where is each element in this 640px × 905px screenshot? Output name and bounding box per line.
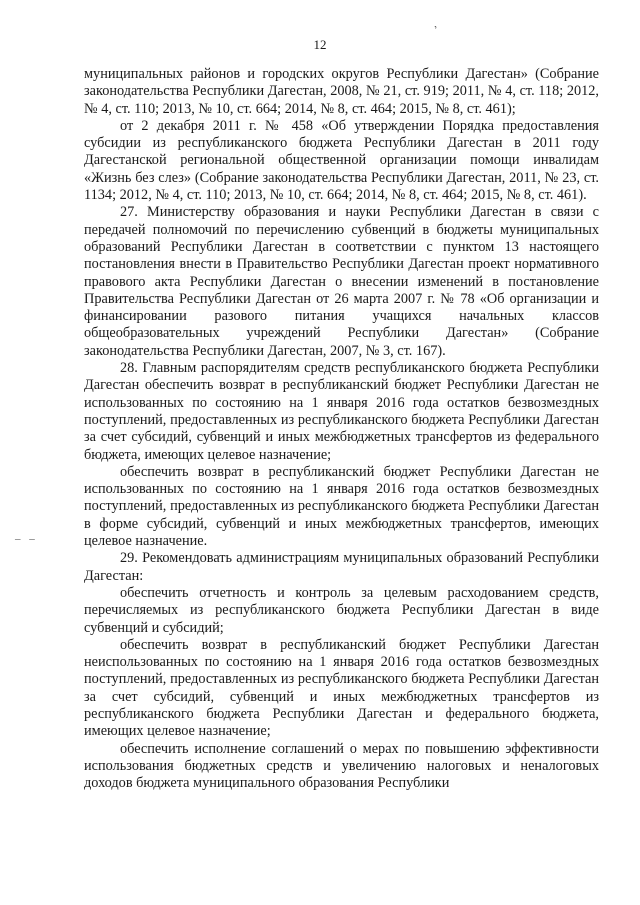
page-number: 12 [313, 37, 327, 52]
paragraph-item-28-return: обеспечить возврат в республиканский бюджет Республики Дагестан не использованных по состоянию на 1 января 2016 года остатков безвозмездных поступлений, предоставленных из республиканского бюджета Республики Дагестан в форме субсидий, субвенций и иных межбюджетных трансфертов, имеющих целевое назначение. [84, 463, 599, 550]
paragraph-decree-458: от 2 декабря 2011 г. № 458 «Об утверждении Порядка предоставления субсидии из республиканского бюджета Республики Дагестан в 2011 году Дагестанской региональной общественной организации помощи инвалидам «Жизнь без слез» (Собрание законодательства Республики Дагестан, 2011, № 23, ст. 1134; 2012, № 4, ст. 110; 2013, № 10, ст. 664; 2014, № 8, ст. 464; 2015, № 8, ст. 461). [84, 117, 599, 204]
paragraph-continuation: муниципальных районов и городских округов Республики Дагестан» (Собрание законодательства Республики Дагестан, 2008, № 21, ст. 919; 2011, № 4, ст. 118; 2012, № 4, ст. 110; 2013, № 10, ст. 664; 2014, № 8, ст. 464; 2015, № 8, ст. 461); [84, 66, 599, 117]
paragraph-item-29-return: обеспечить возврат в республиканский бюджет Республики Дагестан неиспользованных по состоянию на 1 января 2016 года остатков безвозмездных поступлений, предоставленных из республиканского бюджета Республики Дагестан за счет субсидий, субвенций и иных межбюджетных трансфертов из республиканского бюджета Республики Дагестан и федерального бюджета, имеющих целевое назначение; [84, 636, 599, 740]
paragraph-item-29-agreements: обеспечить исполнение соглашений о мерах по повышению эффективности использования бюджетных средств и увеличению налоговых и неналоговых доходов бюджета муниципального образования Республики [84, 740, 599, 792]
document-body [84, 66, 599, 792]
paragraph-item-28: 28. Главным распорядителям средств республиканского бюджета Республики Дагестан обеспечить возврат в республиканский бюджет Республики Дагестан не использованных по состоянию на 1 января 2016 года остатков безвозмездных поступлений, предоставленных из республиканского бюджета Республики Дагестан за счет субсидий, субвенций и иных межбюджетных трансфертов из федерального бюджета, имеющих целевое назначение; [84, 360, 599, 463]
paragraph-item-29-reporting: обеспечить отчетность и контроль за целевым расходованием средств, перечисляемых из республиканского бюджета Республики Дагестан в виде субвенций и субсидий; [84, 584, 599, 636]
scan-artifact-mark: ’ [432, 23, 442, 37]
paragraph-item-29: 29. Рекомендовать администрациям муниципальных образований Республики Дагестан: [84, 550, 599, 584]
paragraph-item-27: 27. Министерству образования и науки Республики Дагестан в связи с передачей полномочий по перечислению субвенций в бюджеты муниципальных образований Республики Дагестан в соответствии с пунктом 13 настоящего постановления внести в Правительство Республики Дагестан проект нормативного правового акта Республики Дагестан о внесении изменений в постановление Правительства Республики Дагестан от 26 марта 2007 г. № 78 «Об организации и финансировании разового питания учащихся начальных классов общеобразовательных учреждений Республики Дагестан» (Собрание законодательства Республики Дагестан, 2007, № 3, ст. 167). [84, 204, 599, 359]
margin-mark: – – [15, 533, 38, 545]
